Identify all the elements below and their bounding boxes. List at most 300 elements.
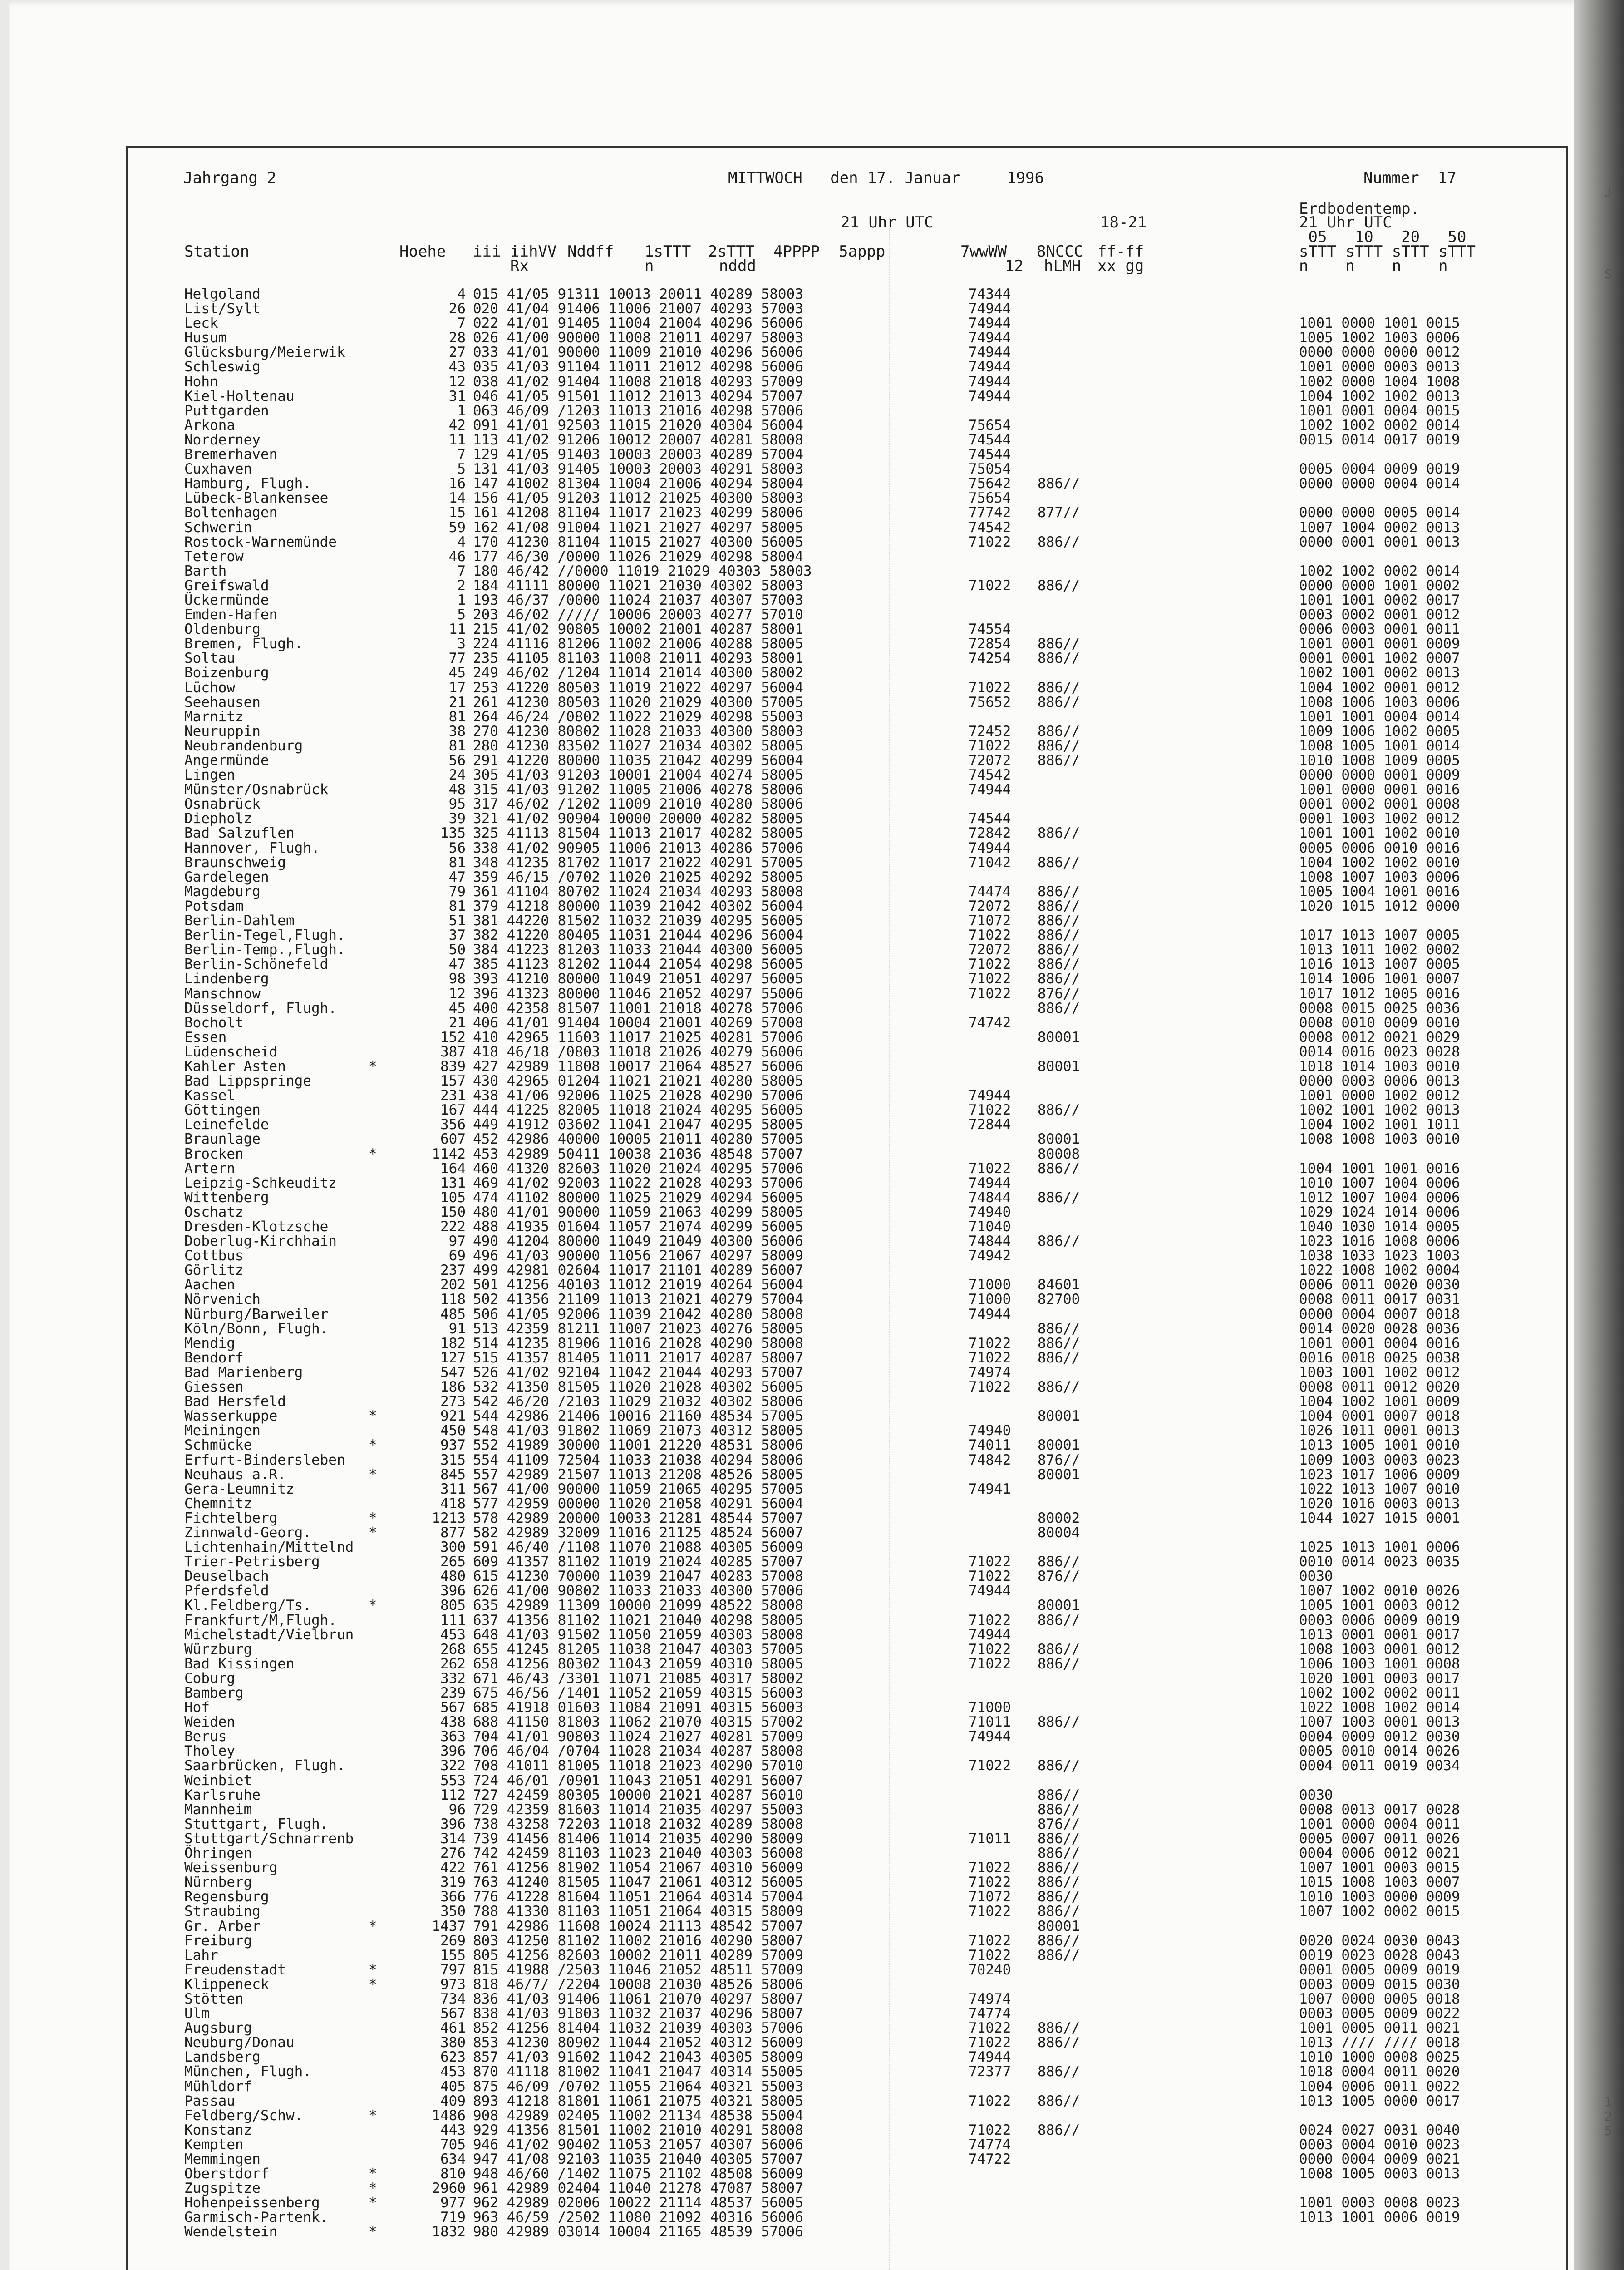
station-name: Nürburg/Barweiler xyxy=(184,1306,329,1323)
station-height: 150 xyxy=(440,1204,466,1220)
station-name: Hof xyxy=(184,1699,210,1716)
station-name: Mühldorf xyxy=(184,2078,252,2095)
soil-temperatures: 0005 0010 0014 0026 xyxy=(1299,1743,1460,1760)
synop-groups: 963 46/59 /2502 11080 21092 40316 56006 xyxy=(473,2209,803,2226)
station-name: Lichtenhain/Mittelnd xyxy=(184,1539,354,1556)
station-name: Stuttgart, Flugh. xyxy=(184,1816,329,1832)
station-height: 845 xyxy=(440,1466,466,1483)
synop-groups: 875 46/09 /0702 11055 21064 40321 55003 xyxy=(473,2078,803,2095)
station-name: Bamberg xyxy=(184,1685,244,1701)
synop-groups: 513 42359 81211 11007 21023 40276 58005 xyxy=(473,1320,803,1337)
synop-groups: 557 42989 21507 11013 21208 48526 58005 xyxy=(473,1466,803,1483)
cloud-group: 886// xyxy=(1038,2063,1080,2080)
cloud-group: 876// xyxy=(1038,1816,1080,1832)
soil-temperatures: 0006 0011 0020 0030 xyxy=(1299,1277,1460,1293)
cloud-group: 886// xyxy=(1038,1320,1080,1337)
soil-temperatures: 0003 0002 0001 0012 xyxy=(1299,607,1460,623)
station-height: 155 xyxy=(440,1947,466,1964)
soil-temperatures: 1013 //// //// 0018 xyxy=(1299,2034,1460,2051)
synop-groups: 548 41/03 91802 11069 21073 40312 58005 xyxy=(473,1422,803,1439)
synop-groups: 291 41220 80000 11035 21042 40299 56004 xyxy=(473,752,803,769)
weather-group: 72452 xyxy=(969,723,1011,740)
weather-group: 71000 xyxy=(969,1291,1011,1308)
soil-temperatures: 0000 0000 0000 0012 xyxy=(1299,344,1460,361)
soil-temperatures: 0005 0006 0010 0016 xyxy=(1299,839,1460,856)
soil-temperatures: 0014 0016 0023 0028 xyxy=(1299,1043,1460,1060)
station-name: Leck xyxy=(184,315,218,332)
soil-temperatures: 1001 0000 0003 0013 xyxy=(1299,359,1460,375)
synop-groups: 270 41230 80802 11028 21033 40300 58003 xyxy=(473,723,803,740)
col-2sttt-header: 2sTTT xyxy=(708,242,755,261)
station-height: 152 xyxy=(440,1029,466,1046)
synop-groups: 929 41356 81501 11002 21010 40291 58008 xyxy=(473,2122,803,2138)
synop-groups: 544 42986 21406 10016 21160 48534 57005 xyxy=(473,1408,803,1425)
synop-groups: 156 41/05 91203 11012 21025 40300 58003 xyxy=(473,490,803,507)
weather-group: 75054 xyxy=(969,461,1011,478)
col-1sttt-sub: n xyxy=(645,257,654,275)
soil-temperatures: 0003 0004 0010 0023 xyxy=(1299,2136,1460,2153)
weather-group: 72854 xyxy=(969,636,1011,652)
col-hoehe-header: Hoehe xyxy=(399,242,446,261)
synop-groups: 552 41989 30000 11001 21220 48531 58006 xyxy=(473,1437,803,1454)
station-name: Hohn xyxy=(184,373,218,390)
soil-temperatures: 1038 1033 1023 1003 xyxy=(1299,1248,1460,1264)
synop-groups: 113 41/02 91206 10012 20007 40281 58008 xyxy=(473,431,803,448)
col-rx-header: Rx xyxy=(510,257,529,275)
station-height: 237 xyxy=(440,1262,466,1279)
synop-groups: 805 41256 82603 10002 21011 40289 57009 xyxy=(473,1947,803,1964)
synop-groups: 379 41218 80000 11039 21042 40302 56004 xyxy=(473,898,803,914)
station-height: 973 xyxy=(440,1976,466,1993)
station-name: Greifswald xyxy=(184,577,269,594)
station-height: 48 xyxy=(448,781,466,798)
station-name: Mannheim xyxy=(184,1801,252,1818)
weather-group: 74544 xyxy=(969,810,1011,827)
cloud-group: 886// xyxy=(1038,1801,1080,1818)
cloud-group: 886// xyxy=(1038,883,1080,900)
cloud-group: 886// xyxy=(1038,636,1080,652)
weather-group: 71022 xyxy=(969,1568,1011,1585)
cloud-group: 886// xyxy=(1038,1641,1080,1658)
soil-temperatures: 1008 1003 0001 0012 xyxy=(1299,1641,1460,1658)
cloud-group: 886// xyxy=(1038,971,1080,987)
soil-temperatures: 0003 0005 0009 0022 xyxy=(1299,2005,1460,2022)
synop-groups: 908 42989 02405 11002 21134 48538 55004 xyxy=(473,2107,803,2124)
station-height: 1142 xyxy=(432,1145,466,1162)
station-height: 21 xyxy=(448,1014,466,1031)
station-height: 4 xyxy=(457,286,466,302)
soil-temperatures: 1009 1003 0003 0023 xyxy=(1299,1451,1460,1468)
weather-group: 74944 xyxy=(969,1174,1011,1191)
soil-temperatures: 0001 0001 1002 0007 xyxy=(1299,650,1460,667)
synop-groups: 648 41/03 91502 11050 21059 40303 58008 xyxy=(473,1626,803,1643)
synop-groups: 015 41/05 91311 10013 20011 40289 58003 xyxy=(473,286,803,302)
station-height: 95 xyxy=(448,796,466,813)
cloud-group: 80004 xyxy=(1038,1524,1080,1541)
synop-groups: 761 41256 81902 11054 21067 40310 56009 xyxy=(473,1860,803,1876)
station-name: Lüchow xyxy=(184,679,235,696)
station-height: 39 xyxy=(448,810,466,827)
station-name: Rostock-Warnemünde xyxy=(184,533,337,550)
station-name: Passau xyxy=(184,2092,235,2109)
weather-group: 72844 xyxy=(969,1116,1011,1133)
station-name: Hohenpeissenberg xyxy=(184,2195,320,2211)
synop-groups: 452 42986 40000 10005 21011 40280 57005 xyxy=(473,1131,803,1148)
cloud-group: 876// xyxy=(1038,1451,1080,1468)
cloud-group: 886// xyxy=(1038,942,1080,958)
station-name: Bremerhaven xyxy=(184,446,278,463)
synop-groups: 853 41230 80902 11044 21052 40312 56009 xyxy=(473,2034,803,2051)
soil-temperatures: 0003 0006 0009 0019 xyxy=(1299,1612,1460,1628)
synop-groups: 393 41210 80000 11049 21051 40297 56005 xyxy=(473,971,803,987)
station-height: 43 xyxy=(448,359,466,375)
station-height: 1832 xyxy=(432,2224,466,2240)
synop-groups: 980 42989 03014 10004 21165 48539 57006 xyxy=(473,2224,803,2240)
synop-groups: 469 41/02 92003 11022 21028 40293 57006 xyxy=(473,1174,803,1191)
synop-groups: 280 41230 83502 11027 21034 40302 58005 xyxy=(473,737,803,754)
cloud-group: 886// xyxy=(1038,1102,1080,1119)
station-name: Neubrandenburg xyxy=(184,737,303,754)
station-name: Helgoland xyxy=(184,286,261,302)
cloud-group: 80008 xyxy=(1038,1145,1080,1162)
synop-groups: 836 41/03 91406 11061 21070 40297 58007 xyxy=(473,1990,803,2007)
soil-temperatures: 1007 1002 0010 0026 xyxy=(1299,1583,1460,1599)
station-name: Stuttgart/Schnarrenb xyxy=(184,1830,354,1847)
synop-groups: 020 41/04 91406 11006 21007 40293 57003 xyxy=(473,301,803,317)
soil-temperatures: 1007 0000 0005 0018 xyxy=(1299,1990,1460,2007)
station-name: Freudenstadt xyxy=(184,1961,286,1978)
soil-temperatures: 0024 0027 0031 0040 xyxy=(1299,2122,1460,2138)
cloud-group: 886// xyxy=(1038,1786,1080,1803)
weather-group: 71011 xyxy=(969,1830,1011,1847)
station-name: Oberstdorf xyxy=(184,2166,269,2182)
synop-groups: 685 41918 01603 11084 21091 40315 56003 xyxy=(473,1699,803,1716)
synop-groups: 499 42981 02604 11017 21101 40289 56007 xyxy=(473,1262,803,1279)
soil-temperatures: 1008 1007 1003 0006 xyxy=(1299,869,1460,885)
soil-temperatures: 0030 xyxy=(1299,1568,1333,1585)
station-name: Boizenburg xyxy=(184,665,269,681)
synop-groups: 948 46/60 /1402 11075 21102 48508 56009 xyxy=(473,2166,803,2182)
station-name: Schwerin xyxy=(184,519,252,536)
station-height: 81 xyxy=(448,898,466,914)
station-name: Wittenberg xyxy=(184,1189,269,1206)
station-height: 118 xyxy=(440,1291,466,1308)
cloud-group: 84601 xyxy=(1038,1277,1080,1293)
station-name: Würzburg xyxy=(184,1641,252,1658)
station-name: Saarbrücken, Flugh. xyxy=(184,1757,345,1774)
soil-temperatures: 1002 1002 0002 0011 xyxy=(1299,1685,1460,1701)
station-height: 222 xyxy=(440,1219,466,1235)
edge-letter: S xyxy=(1604,266,1612,281)
station-name: Düsseldorf, Flugh. xyxy=(184,1000,337,1017)
synop-groups: 418 46/18 /0803 11018 21026 40279 56006 xyxy=(473,1043,803,1060)
synop-groups: 235 41105 81103 11008 21011 40293 58001 xyxy=(473,650,803,667)
station-name: Schleswig xyxy=(184,359,261,375)
weather-group: 74944 xyxy=(969,359,1011,375)
synop-groups: 961 42989 02404 11040 21278 47087 58007 xyxy=(473,2180,803,2197)
soil-temperatures: 1002 1002 0002 0014 xyxy=(1299,563,1460,579)
weather-group: 74944 xyxy=(969,781,1011,798)
station-height: 38 xyxy=(448,723,466,740)
weather-group: 74940 xyxy=(969,1204,1011,1220)
station-height: 1 xyxy=(457,402,466,419)
synop-groups: 321 41/02 90904 10000 20000 40282 58005 xyxy=(473,810,803,827)
synop-groups: 542 46/20 /2103 11029 21032 40302 58006 xyxy=(473,1393,803,1410)
station-name: Görlitz xyxy=(184,1262,244,1279)
weather-group: 71022 xyxy=(969,533,1011,550)
soil-temperatures: 1004 1002 1001 0009 xyxy=(1299,1393,1460,1410)
weather-group: 74844 xyxy=(969,1189,1011,1206)
station-height: 332 xyxy=(440,1670,466,1687)
synop-groups: 526 41/02 92104 11042 21044 40293 57007 xyxy=(473,1364,803,1381)
cloud-group: 886// xyxy=(1038,1874,1080,1891)
soil-temperatures: 1010 1007 1004 0006 xyxy=(1299,1174,1460,1191)
station-height: 265 xyxy=(440,1554,466,1570)
station-height: 734 xyxy=(440,1990,466,2007)
synop-groups: 738 43258 72203 11018 21032 40289 58008 xyxy=(473,1816,803,1832)
col-ff-header: ff-ff xyxy=(1097,242,1144,261)
synop-groups: 515 41357 81405 11011 21017 40287 58007 xyxy=(473,1349,803,1366)
station-height: 26 xyxy=(448,301,466,317)
synop-groups: 739 41456 81406 11014 21035 40290 58009 xyxy=(473,1830,803,1847)
soil-temperatures: 1004 0006 0011 0022 xyxy=(1299,2078,1460,2095)
synop-groups: 496 41/03 90000 11056 21067 40297 58009 xyxy=(473,1248,803,1264)
station-name: Osnabrück xyxy=(184,796,261,813)
weather-group: 74941 xyxy=(969,1480,1011,1497)
synop-groups: 490 41204 80000 11049 21049 40300 56006 xyxy=(473,1233,803,1250)
weather-group: 74254 xyxy=(969,650,1011,667)
station-height: 1486 xyxy=(432,2107,466,2124)
station-height: 135 xyxy=(440,825,466,842)
station-name: Lingen xyxy=(184,767,235,784)
cloud-group: 886// xyxy=(1038,854,1080,871)
weather-group: 74842 xyxy=(969,1451,1011,1468)
station-height: 164 xyxy=(440,1160,466,1177)
station-name: Bad Lippspringe xyxy=(184,1073,311,1090)
soil-temperatures: 1022 1008 1002 0014 xyxy=(1299,1699,1460,1716)
station-height: 79 xyxy=(448,883,466,900)
col-4pppp-header: 4PPPP xyxy=(773,242,820,261)
synop-groups: 815 41988 /2503 11046 21052 48511 57009 xyxy=(473,1961,803,1978)
cloud-group: 886// xyxy=(1038,898,1080,914)
station-height: 877 xyxy=(440,1524,466,1541)
weather-group: 74944 xyxy=(969,2049,1011,2066)
weather-group: 71022 xyxy=(969,1641,1011,1658)
station-height: 81 xyxy=(448,854,466,871)
weather-group: 72072 xyxy=(969,898,1011,914)
station-height: 37 xyxy=(448,927,466,944)
weather-group: 74974 xyxy=(969,1990,1011,2007)
soil-temperatures: 1013 1005 1001 0010 xyxy=(1299,1437,1460,1454)
weather-group: 71000 xyxy=(969,1699,1011,1716)
station-name: Augsburg xyxy=(184,2020,252,2037)
soil-temperatures: 1002 1002 0002 0014 xyxy=(1299,417,1460,434)
station-name: Neuruppin xyxy=(184,723,261,740)
station-name: Köln/Bonn, Flugh. xyxy=(184,1320,329,1337)
soil-temperatures: 0005 0004 0009 0019 xyxy=(1299,461,1460,478)
cloud-group: 886// xyxy=(1038,1189,1080,1206)
edge-digit: 2 xyxy=(1604,2109,1612,2124)
station-height: 273 xyxy=(440,1393,466,1410)
cloud-group: 886// xyxy=(1038,927,1080,944)
synop-groups: 305 41/03 91203 10001 21004 40274 58005 xyxy=(473,767,803,784)
station-name: Zinnwald-Georg. xyxy=(184,1524,311,1541)
synop-groups: 438 41/06 92006 11025 21028 40290 57006 xyxy=(473,1087,803,1104)
soil-temperatures: 1001 1001 1002 0010 xyxy=(1299,825,1460,842)
synop-groups: 203 46/02 ///// 10006 20003 40277 57010 xyxy=(473,607,803,623)
cloud-group: 886// xyxy=(1038,1947,1080,1964)
station-height: 47 xyxy=(448,956,466,973)
station-name: Karlsruhe xyxy=(184,1786,261,1803)
cloud-group: 886// xyxy=(1038,1233,1080,1250)
station-name: Feldberg/Schw. xyxy=(184,2107,303,2124)
station-name: Lüdenscheid xyxy=(184,1043,278,1060)
synop-groups: 582 42989 32009 11016 21125 48524 56007 xyxy=(473,1524,803,1541)
synop-groups: 184 41111 80000 11021 21030 40302 58003 xyxy=(473,577,803,594)
station-name: Emden-Hafen xyxy=(184,607,278,623)
station-name: Lindenberg xyxy=(184,971,269,987)
cloud-group: 886// xyxy=(1038,679,1080,696)
station-height: 839 xyxy=(440,1058,466,1075)
synop-groups: 325 41113 81504 11013 21017 40282 58005 xyxy=(473,825,803,842)
mountain-station-marker: * xyxy=(369,1408,377,1425)
synop-groups: 577 42959 00000 11020 21058 40291 56004 xyxy=(473,1495,803,1512)
weather-group: 71022 xyxy=(969,679,1011,696)
weather-group: 74944 xyxy=(969,344,1011,361)
station-name: Bendorf xyxy=(184,1349,244,1366)
station-height: 56 xyxy=(448,839,466,856)
station-name: Potsdam xyxy=(184,898,244,914)
station-name: Soltau xyxy=(184,650,235,667)
station-height: 409 xyxy=(440,2092,466,2109)
station-height: 262 xyxy=(440,1655,466,1672)
cloud-group: 80001 xyxy=(1038,1918,1080,1934)
weather-group: 74722 xyxy=(969,2151,1011,2167)
weather-group: 71022 xyxy=(969,1874,1011,1891)
soil-temperatures: 0000 0003 0006 0013 xyxy=(1299,1073,1460,1090)
station-name: Braunlage xyxy=(184,1131,261,1148)
station-height: 450 xyxy=(440,1422,466,1439)
soil-temperatures: 1005 1001 0003 0012 xyxy=(1299,1597,1460,1614)
soil-temperatures: 1007 1002 0002 0015 xyxy=(1299,1903,1460,1920)
cloud-group: 886// xyxy=(1038,2122,1080,2138)
synop-groups: 474 41102 80000 11025 21029 40294 56005 xyxy=(473,1189,803,1206)
mountain-station-marker: * xyxy=(369,2195,377,2211)
weather-group: 74344 xyxy=(969,286,1011,302)
synop-groups: 359 46/15 /0702 11020 21025 40292 58005 xyxy=(473,869,803,885)
synop-groups: 131 41/03 91405 10003 20003 40291 58003 xyxy=(473,461,803,478)
soil-temperatures: 1020 1015 1012 0000 xyxy=(1299,898,1460,914)
weather-group: 71000 xyxy=(969,1277,1011,1293)
soil-temperatures: 1015 1008 1003 0007 xyxy=(1299,1874,1460,1891)
station-height: 59 xyxy=(448,519,466,536)
station-height: 11 xyxy=(448,431,466,448)
soil-temperatures: 1009 1006 1002 0005 xyxy=(1299,723,1460,740)
soil-depth-label: 05 10 20 50 xyxy=(1299,228,1467,246)
weather-group: 74554 xyxy=(969,621,1011,638)
soil-temperatures: 1002 0000 1004 1008 xyxy=(1299,373,1460,390)
station-height: 42 xyxy=(448,417,466,434)
weather-group: 72842 xyxy=(969,825,1011,842)
weather-group: 75642 xyxy=(969,475,1011,492)
station-name: Seehausen xyxy=(184,694,261,711)
cloud-group: 886// xyxy=(1038,2034,1080,2051)
station-height: 16 xyxy=(448,475,466,492)
synop-groups: 406 41/01 91404 10004 21001 40269 57008 xyxy=(473,1014,803,1031)
station-name: Bremen, Flugh. xyxy=(184,636,303,652)
synop-groups: 338 41/02 90905 11006 21013 40286 57006 xyxy=(473,839,803,856)
station-name: Kl.Feldberg/Ts. xyxy=(184,1597,311,1614)
synop-groups: 635 42989 11309 10000 21099 48522 58008 xyxy=(473,1597,803,1614)
cloud-group: 80001 xyxy=(1038,1029,1080,1046)
station-height: 56 xyxy=(448,752,466,769)
soil-temperatures: 1007 1001 0003 0015 xyxy=(1299,1860,1460,1876)
station-height: 45 xyxy=(448,1000,466,1017)
soil-temperatures: 0008 0013 0017 0028 xyxy=(1299,1801,1460,1818)
station-name: Teterow xyxy=(184,548,244,565)
synop-groups: 170 41230 81104 11015 21027 40300 56005 xyxy=(473,533,803,550)
station-height: 797 xyxy=(440,1961,466,1978)
weather-group: 71042 xyxy=(969,854,1011,871)
weather-group: 74774 xyxy=(969,2005,1011,2022)
station-name: Nürnberg xyxy=(184,1874,252,1891)
station-name: Landsberg xyxy=(184,2049,261,2066)
station-name: Norderney xyxy=(184,431,261,448)
mountain-station-marker: * xyxy=(369,2180,377,2197)
station-name: Klippeneck xyxy=(184,1976,269,1993)
weather-group: 72072 xyxy=(969,942,1011,958)
cloud-group: 80001 xyxy=(1038,1408,1080,1425)
col-5appp-header: 5appp xyxy=(839,242,886,261)
mountain-station-marker: * xyxy=(369,1466,377,1483)
station-name: Diepholz xyxy=(184,810,252,827)
synop-groups: 430 42965 01204 11021 21021 40280 58005 xyxy=(473,1073,803,1090)
soil-temperatures: 1014 1006 1001 0007 xyxy=(1299,971,1460,987)
soil-temperatures: 1004 1002 1002 0010 xyxy=(1299,854,1460,871)
station-height: 634 xyxy=(440,2151,466,2167)
weather-group: 71022 xyxy=(969,1349,1011,1366)
col-2sttt-sub: nddd xyxy=(719,257,756,275)
weather-group: 75652 xyxy=(969,694,1011,711)
station-name: Leipzig-Schkeuditz xyxy=(184,1174,337,1191)
soil-temperatures: 0008 0010 0009 0010 xyxy=(1299,1014,1460,1031)
weather-group: 71022 xyxy=(969,956,1011,973)
soil-temperatures: 0016 0018 0025 0038 xyxy=(1299,1349,1460,1366)
synop-groups: 180 46/42 //0000 11019 21029 40303 58003 xyxy=(473,563,812,579)
station-height: 81 xyxy=(448,708,466,725)
station-height: 977 xyxy=(440,2195,466,2211)
station-name: Bad Kissingen xyxy=(184,1655,295,1672)
synop-groups: 385 41123 81202 11044 21054 40298 56005 xyxy=(473,956,803,973)
column-divider xyxy=(889,218,890,2270)
synop-groups: 382 41220 80405 11031 21044 40296 56004 xyxy=(473,927,803,944)
station-height: 2 xyxy=(457,577,466,594)
soil-temperatures: 0019 0023 0028 0043 xyxy=(1299,1947,1460,1964)
station-name: Münster/Osnabrück xyxy=(184,781,329,798)
station-height: 805 xyxy=(440,1597,466,1614)
station-height: 50 xyxy=(448,942,466,958)
station-height: 14 xyxy=(448,490,466,507)
edge-letter: J xyxy=(1604,185,1612,200)
station-name: Wendelstein xyxy=(184,2224,278,2240)
utc-label: 21 Uhr UTC xyxy=(841,213,934,232)
soil-temperatures: 0005 0007 0011 0026 xyxy=(1299,1830,1460,1847)
date-label: MITTWOCH den 17. Januar 1996 xyxy=(728,169,1044,187)
soil-temperatures: 0004 0006 0012 0021 xyxy=(1299,1845,1460,1862)
soil-temperatures: 1022 1013 1007 0010 xyxy=(1299,1480,1460,1497)
weather-group: 74011 xyxy=(969,1437,1011,1454)
synop-groups: 215 41/02 90805 10002 21001 40287 58001 xyxy=(473,621,803,638)
